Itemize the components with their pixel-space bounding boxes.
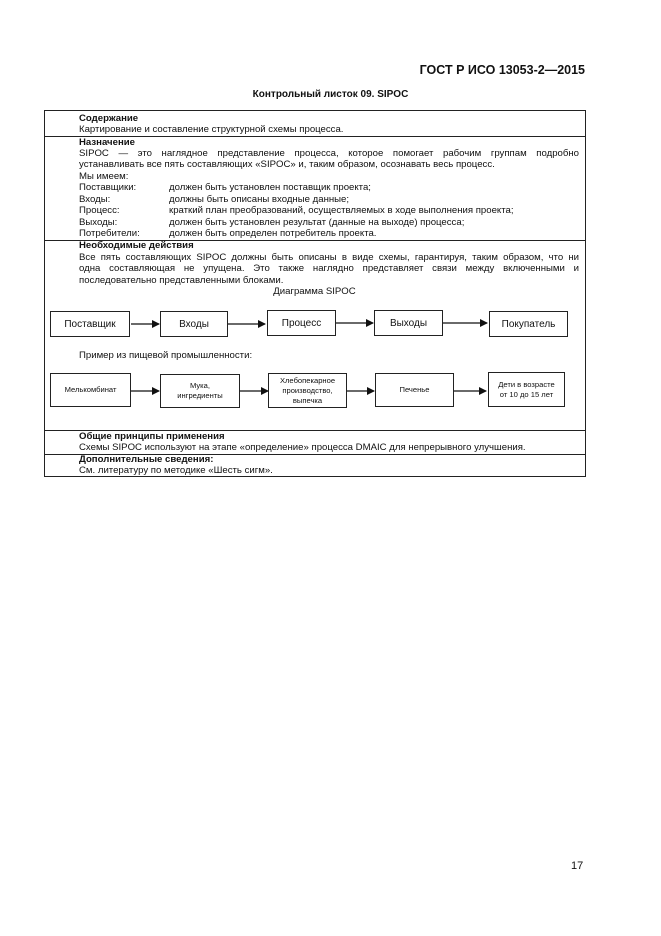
purpose-heading: Назначение [79, 137, 135, 148]
example-box-flour: Мука, ингредиенты [160, 374, 240, 408]
additional-text: См. литературу по методике «Шесть сигм». [79, 465, 273, 476]
sipoc-term: Входы: [79, 194, 111, 205]
sipoc-term-desc: должен быть установлен результат (данные на выходе) процесса; [169, 217, 465, 228]
content-text: Картирование и составление структурной схемы процесса. [79, 124, 344, 135]
actions-heading: Необходимые действия [79, 240, 194, 251]
sipoc-term-desc: должен быть определен потребитель проекта. [169, 228, 377, 239]
standard-designation: ГОСТ Р ИСО 13053-2—2015 [419, 63, 585, 77]
actions-line: одна составляющая не упущена. Это также наглядно представляет связи между включенными и [79, 263, 579, 274]
content-heading: Содержание [79, 113, 139, 124]
checklist-table [44, 110, 586, 477]
principles-text: Схемы SIPOC используют на этапе «определение» процесса DMAIC для непрерывного улучшения. [79, 442, 526, 453]
sipoc-term: Поставщики: [79, 182, 137, 193]
sipoc-box-outputs: Выходы [374, 310, 443, 336]
additional-heading: Дополнительные сведения: [79, 454, 214, 465]
checklist-title: Контрольный листок 09. SIPOC [252, 89, 409, 100]
sipoc-box-supplier: Поставщик [50, 311, 130, 337]
example-box-children: Дети в возрасте от 10 до 15 лет [488, 372, 565, 407]
sipoc-term: Процесс: [79, 205, 120, 216]
actions-line: последовательно представленными блоками. [79, 275, 284, 286]
sipoc-box-process: Процесс [267, 310, 336, 336]
sipoc-box-inputs: Входы [160, 311, 228, 337]
example-box-cookies: Печенье [375, 373, 454, 407]
principles-heading: Общие принципы применения [79, 431, 225, 442]
sipoc-term-desc: должен быть установлен поставщик проекта; [169, 182, 371, 193]
page-number: 17 [571, 860, 584, 872]
purpose-line: устанавливать все пять составляющих «SIPOC» и, таким образом, осознавать весь процесс. [79, 159, 495, 170]
purpose-line: SIPOC — это наглядное представление процесса, которое помогает рабочим группам подробно [79, 148, 579, 159]
sipoc-term: Выходы: [79, 217, 118, 228]
diagram-title: Диаграмма SIPOC [273, 286, 356, 297]
sipoc-box-customer: Покупатель [489, 311, 568, 337]
example-box-mill: Мелькомбинат [50, 373, 131, 407]
sipoc-term: Потребители: [79, 228, 140, 239]
sipoc-term-desc: краткий план преобразований, осуществляемых в ходе выполнения проекта; [169, 205, 514, 216]
actions-line: Все пять составляющих SIPOC должны быть описаны в виде схемы, гарантируя, таким образом, что ни [79, 252, 579, 263]
example-box-bakery: Хлебопекарное производство, выпечка [268, 373, 347, 408]
example-title: Пример из пищевой промышленности: [79, 350, 253, 361]
purpose-intro: Мы имеем: [79, 171, 129, 182]
sipoc-term-desc: должны быть описаны входные данные; [169, 194, 350, 205]
